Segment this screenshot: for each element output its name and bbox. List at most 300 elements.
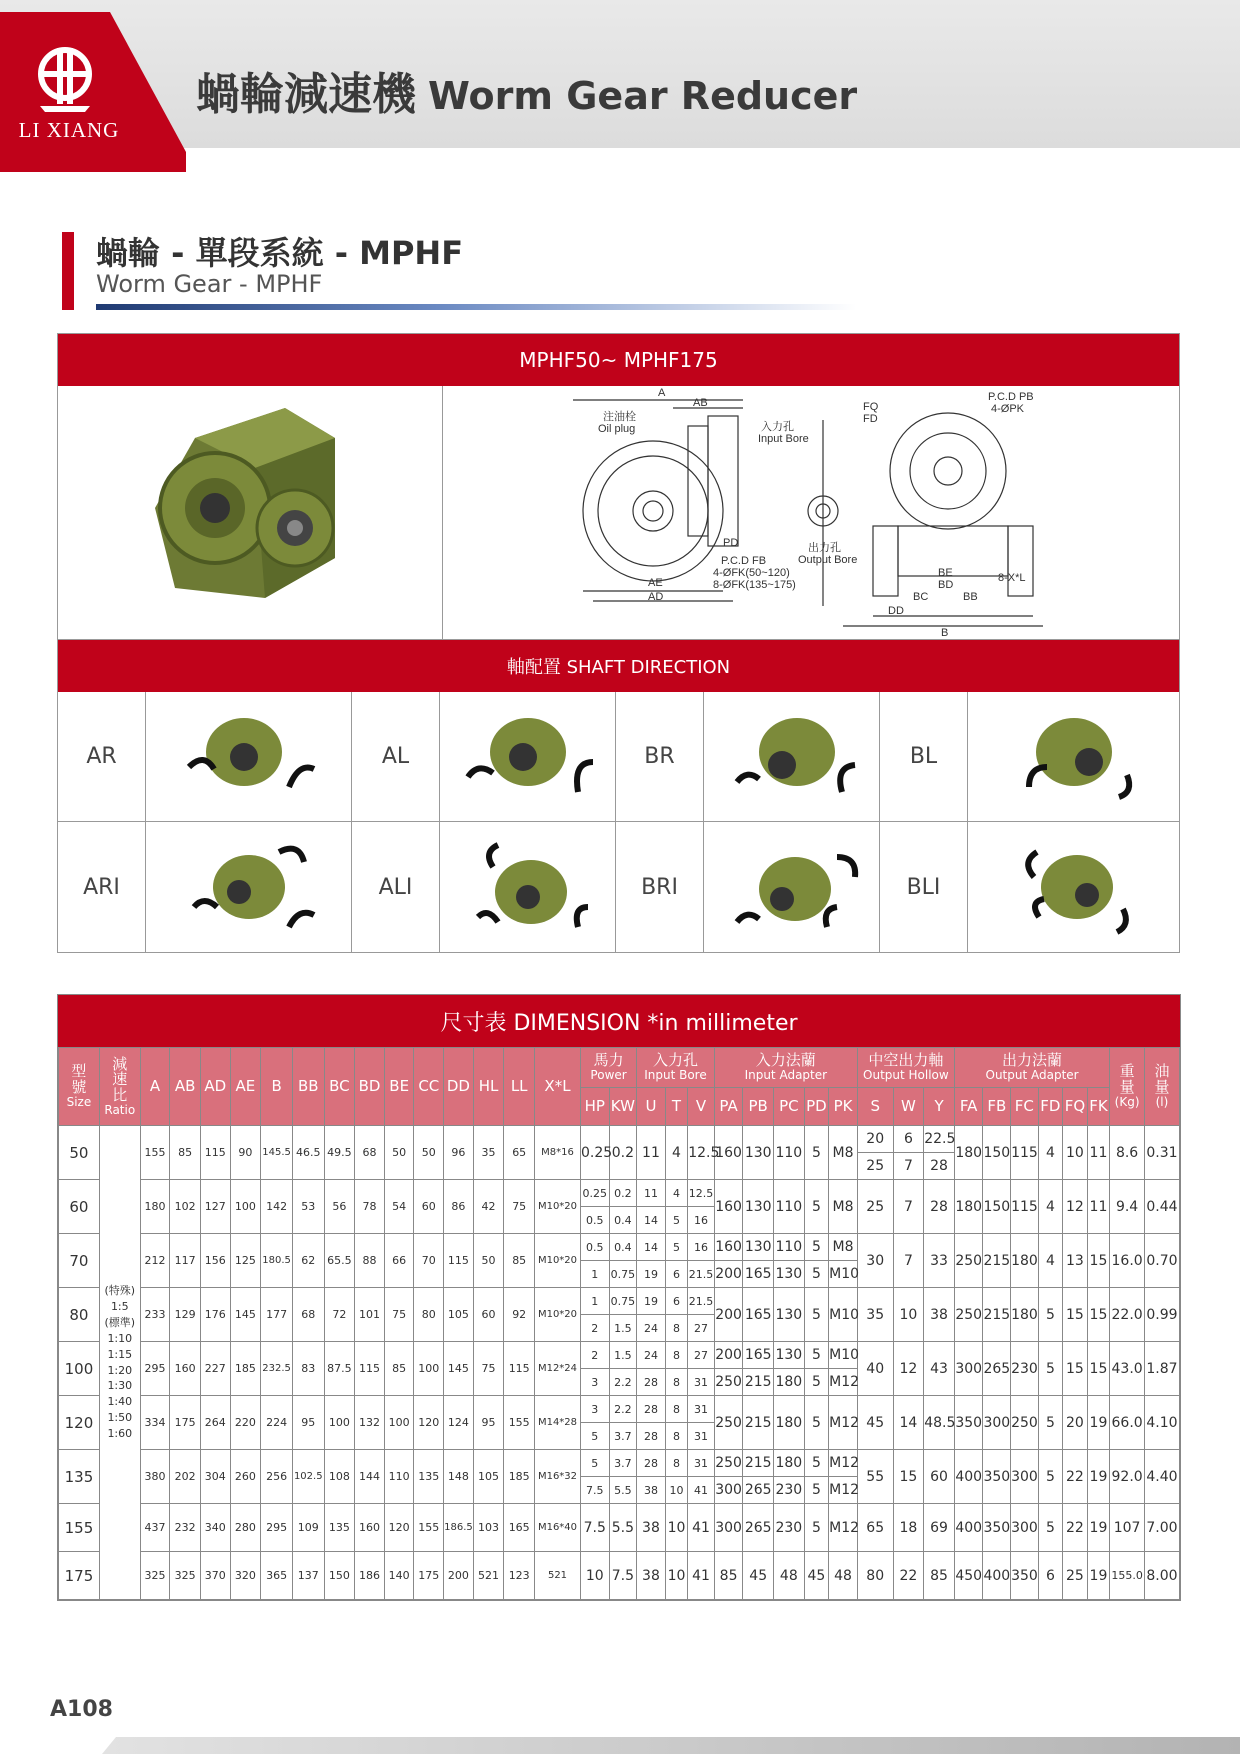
cell-output-adapter: 115 xyxy=(1011,1180,1039,1234)
cell-dim: 144 xyxy=(355,1450,385,1504)
cell-output-adapter: 180 xyxy=(1011,1288,1039,1342)
cell-dim: M12*24 xyxy=(535,1342,581,1396)
cell-output-hollow: 18 xyxy=(893,1504,924,1552)
header-weight xyxy=(1110,1048,1145,1126)
cell-output-adapter: 300 xyxy=(1011,1504,1039,1552)
cell-input-adapter: M10 xyxy=(829,1261,858,1288)
cell-oil: 4.10 xyxy=(1144,1396,1179,1450)
cell-output-adapter: 4 xyxy=(1038,1126,1063,1180)
cell-output-hollow: 33 xyxy=(924,1234,955,1288)
header-input-adapter-zh: 入力法蘭 xyxy=(755,1051,816,1070)
cell-output-hollow: 28 xyxy=(924,1153,955,1180)
cell-input-adapter: 265 xyxy=(743,1477,774,1504)
cell-dim: 280 xyxy=(230,1504,261,1552)
cell-dim: 140 xyxy=(384,1552,414,1600)
cell-dim: 42 xyxy=(473,1180,504,1234)
shaft-code: ARI xyxy=(83,874,120,900)
cell-input-bore: 16 xyxy=(688,1207,715,1234)
cell-input-bore: 19 xyxy=(637,1261,666,1288)
shaft-image-cell xyxy=(440,822,616,952)
header-output-adapter-col: FA xyxy=(954,1088,983,1126)
cell-input-bore: 8 xyxy=(665,1315,687,1342)
dim-label-bd: BD xyxy=(938,579,954,591)
shaft-label-cell xyxy=(58,692,146,822)
shaft-br-image xyxy=(717,707,867,807)
cell-input-bore: 21.5 xyxy=(688,1288,715,1315)
header-col: HL xyxy=(473,1048,504,1126)
cell-output-adapter: 13 xyxy=(1063,1234,1088,1288)
header-col: LL xyxy=(504,1048,535,1126)
ratio-text: 1:40 xyxy=(107,1395,133,1409)
cell-power: 5.5 xyxy=(609,1504,637,1552)
cell-power: 7.5 xyxy=(580,1477,609,1504)
cell-output-hollow: 69 xyxy=(924,1504,955,1552)
table-row xyxy=(59,1126,1180,1153)
xl-label: 8-X*L xyxy=(998,572,1026,584)
section-subtitle: Worm Gear - MPHF xyxy=(96,270,323,298)
shaft-code: AR xyxy=(86,744,117,769)
cell-size: 175 xyxy=(59,1552,100,1600)
technical-drawing-cell xyxy=(443,386,1179,639)
cell-input-bore: 38 xyxy=(637,1477,666,1504)
cell-size: 60 xyxy=(59,1180,100,1234)
input-bore-en: Input Bore xyxy=(758,433,809,445)
cell-weight: 43.0 xyxy=(1110,1342,1145,1396)
cell-dim: 96 xyxy=(444,1126,474,1180)
ratio-text: (特殊) xyxy=(104,1283,136,1297)
cell-dim: 127 xyxy=(200,1180,230,1234)
cell-output-hollow: 7 xyxy=(893,1234,924,1288)
cell-power: 2.2 xyxy=(609,1396,637,1423)
cell-dim: 85 xyxy=(504,1234,535,1288)
cell-size: 155 xyxy=(59,1504,100,1552)
cell-dim: M10*20 xyxy=(535,1180,581,1234)
cell-dim: 150 xyxy=(324,1552,355,1600)
gear-reducer-image xyxy=(135,398,365,628)
cell-input-bore: 8 xyxy=(665,1342,687,1369)
dimension-table xyxy=(58,1047,1180,1600)
cell-dim: 35 xyxy=(473,1126,504,1180)
cell-size: 135 xyxy=(59,1450,100,1504)
cell-output-adapter: 250 xyxy=(954,1288,983,1342)
cell-output-adapter: 350 xyxy=(983,1504,1011,1552)
cell-input-adapter: 230 xyxy=(774,1504,805,1552)
header-output-adapter-col: FD xyxy=(1038,1088,1063,1126)
header-col: BE xyxy=(384,1048,414,1126)
header-weight-text: 重 xyxy=(1119,1062,1135,1081)
shaft-bli-image xyxy=(999,837,1149,937)
ratio-text: 1:10 xyxy=(107,1331,133,1345)
cell-dim: M14*28 xyxy=(535,1396,581,1450)
shaft-code: BR xyxy=(644,744,675,769)
output-bore-zh: 出力孔 xyxy=(808,542,841,554)
cell-power: 7.5 xyxy=(609,1552,637,1600)
cell-dim: 75 xyxy=(504,1180,535,1234)
cell-output-adapter: 22 xyxy=(1063,1504,1088,1552)
shaft-code: BL xyxy=(909,744,938,769)
cell-input-bore: 8 xyxy=(665,1423,687,1450)
cell-dim: 92 xyxy=(504,1288,535,1342)
fk-large: 8-ØFK(135~175) xyxy=(713,579,796,591)
shaft-code: BRI xyxy=(641,874,678,900)
cell-power: 2 xyxy=(580,1315,609,1342)
cell-output-adapter: 15 xyxy=(1063,1342,1088,1396)
cell-dim: M16*40 xyxy=(535,1504,581,1552)
cell-dim: 46.5 xyxy=(292,1126,324,1180)
ratio-text: 1:5 xyxy=(110,1299,129,1313)
header-ratio-text: 減 xyxy=(112,1054,128,1073)
cell-input-bore: 28 xyxy=(637,1396,666,1423)
cell-input-bore: 16 xyxy=(688,1234,715,1261)
cell-output-adapter: 400 xyxy=(954,1504,983,1552)
cell-output-adapter: 150 xyxy=(983,1180,1011,1234)
header-col: BB xyxy=(292,1048,324,1126)
shaft-image-cell xyxy=(146,692,352,822)
cell-dim: 137 xyxy=(292,1552,324,1600)
cell-input-bore: 31 xyxy=(688,1423,715,1450)
cell-input-adapter: 110 xyxy=(774,1126,805,1180)
cell-power: 3.7 xyxy=(609,1423,637,1450)
cell-output-adapter: 300 xyxy=(983,1396,1011,1450)
cell-power: 1.5 xyxy=(609,1315,637,1342)
cell-input-adapter: 5 xyxy=(804,1369,829,1396)
cell-dim: 83 xyxy=(292,1342,324,1396)
table-row xyxy=(59,1288,1180,1315)
header-output-hollow-col: S xyxy=(857,1088,893,1126)
header-ratio-text: 比 xyxy=(112,1086,128,1105)
cell-output-adapter: 215 xyxy=(983,1288,1011,1342)
cell-dim: 65.5 xyxy=(324,1234,355,1288)
shaft-label-cell xyxy=(58,822,146,952)
header-power-en: Power xyxy=(590,1068,627,1083)
cell-output-hollow: 85 xyxy=(924,1552,955,1600)
cell-output-adapter: 15 xyxy=(1087,1342,1110,1396)
cell-input-bore: 8 xyxy=(665,1396,687,1423)
cell-output-adapter: 250 xyxy=(1011,1396,1039,1450)
cell-input-adapter: 165 xyxy=(743,1288,774,1342)
cell-output-adapter: 400 xyxy=(954,1450,983,1504)
header-size xyxy=(59,1048,100,1126)
cell-input-adapter: 165 xyxy=(743,1342,774,1369)
cell-dim: 120 xyxy=(384,1504,414,1552)
cell-oil: 0.70 xyxy=(1144,1234,1179,1288)
ratio-text: 1:20 xyxy=(107,1363,133,1377)
cell-power: 0.2 xyxy=(609,1126,637,1180)
cell-input-bore: 5 xyxy=(665,1234,687,1261)
cell-dim: 108 xyxy=(324,1450,355,1504)
cell-input-bore: 38 xyxy=(637,1552,666,1600)
header-input-adapter-en: Input Adapter xyxy=(744,1068,828,1083)
cell-output-adapter: 450 xyxy=(954,1552,983,1600)
cell-output-hollow: 55 xyxy=(857,1450,893,1504)
section-underline xyxy=(96,304,856,310)
cell-ratio xyxy=(99,1126,140,1600)
cell-dim: 90 xyxy=(230,1126,261,1180)
dim-label-ab: AB xyxy=(693,397,708,409)
cell-dim: 180 xyxy=(140,1180,170,1234)
cell-output-adapter: 265 xyxy=(983,1342,1011,1396)
page-number: A108 xyxy=(50,1697,113,1722)
shaft-al-image xyxy=(453,707,603,807)
cell-oil: 7.00 xyxy=(1144,1504,1179,1552)
cell-input-bore: 27 xyxy=(688,1342,715,1369)
title-zh: 蝸輪減速機 xyxy=(196,69,416,120)
dim-label-be: BE xyxy=(938,567,953,579)
cell-dim: 88 xyxy=(355,1234,385,1288)
cell-dim: 233 xyxy=(140,1288,170,1342)
cell-power: 3.7 xyxy=(609,1450,637,1477)
cell-input-adapter: M10 xyxy=(829,1288,858,1342)
cell-dim: 175 xyxy=(170,1396,201,1450)
cell-input-adapter: 250 xyxy=(714,1369,743,1396)
cell-dim: 295 xyxy=(261,1504,293,1552)
cell-dim: 105 xyxy=(444,1288,474,1342)
cell-dim: 65 xyxy=(504,1126,535,1180)
cell-input-adapter: 200 xyxy=(714,1261,743,1288)
cell-size: 80 xyxy=(59,1288,100,1342)
cell-output-adapter: 400 xyxy=(983,1552,1011,1600)
cell-input-bore: 31 xyxy=(688,1396,715,1423)
section-accent-bar xyxy=(62,232,74,310)
cell-dim: 109 xyxy=(292,1504,324,1552)
cell-dim: 155 xyxy=(414,1504,444,1552)
header-col: A xyxy=(140,1048,170,1126)
header-oil-text: 量 xyxy=(1154,1078,1170,1097)
cell-dim: 521 xyxy=(473,1552,504,1600)
cell-dim: 117 xyxy=(170,1234,201,1288)
cell-input-adapter: 215 xyxy=(743,1396,774,1450)
cell-dim: M10*20 xyxy=(535,1234,581,1288)
cell-output-hollow: 22.5 xyxy=(924,1126,955,1153)
title-en: Worm Gear Reducer xyxy=(428,74,858,118)
header-output-hollow-en: Output Hollow xyxy=(863,1068,949,1083)
cell-weight: 9.4 xyxy=(1110,1180,1145,1234)
technical-drawing xyxy=(443,386,1179,640)
cell-output-adapter: 250 xyxy=(954,1234,983,1288)
cell-dim: 142 xyxy=(261,1180,293,1234)
cell-size: 100 xyxy=(59,1342,100,1396)
cell-input-bore: 41 xyxy=(688,1552,715,1600)
cell-output-adapter: 350 xyxy=(954,1396,983,1450)
cell-dim: 180.5 xyxy=(261,1234,293,1288)
ratio-text: 1:30 xyxy=(107,1379,133,1393)
header-input-adapter-col: PK xyxy=(829,1088,858,1126)
cell-power: 0.75 xyxy=(609,1261,637,1288)
cell-input-adapter: 5 xyxy=(804,1126,829,1180)
cell-dim: 202 xyxy=(170,1450,201,1504)
header-ratio-text: Ratio xyxy=(104,1102,136,1117)
cell-input-bore: 24 xyxy=(637,1315,666,1342)
table-row xyxy=(59,1396,1180,1423)
cell-input-bore: 21.5 xyxy=(688,1261,715,1288)
cell-dim: 160 xyxy=(170,1342,201,1396)
cell-input-adapter: 250 xyxy=(714,1450,743,1477)
cell-output-adapter: 150 xyxy=(983,1126,1011,1180)
header-input-adapter-col: PB xyxy=(743,1088,774,1126)
cell-input-adapter: 200 xyxy=(714,1342,743,1369)
header-col: BD xyxy=(355,1048,385,1126)
cell-input-bore: 31 xyxy=(688,1450,715,1477)
header-col: BC xyxy=(324,1048,355,1126)
cell-dim: 101 xyxy=(355,1288,385,1342)
header-col: AB xyxy=(170,1048,201,1126)
dim-label-fq: FQ xyxy=(863,401,879,413)
shaft-code: BLI xyxy=(906,874,941,900)
header-oil xyxy=(1144,1048,1179,1126)
cell-output-hollow: 14 xyxy=(893,1396,924,1450)
cell-weight: 22.0 xyxy=(1110,1288,1145,1342)
cell-dim: 100 xyxy=(384,1396,414,1450)
shaft-direction-grid xyxy=(58,692,1179,952)
cell-input-adapter: M12 xyxy=(829,1450,858,1477)
table-row xyxy=(59,1450,1180,1477)
dim-label-a: A xyxy=(658,387,666,399)
cell-weight: 16.0 xyxy=(1110,1234,1145,1288)
cell-input-bore: 4 xyxy=(665,1126,687,1180)
cell-input-bore: 10 xyxy=(665,1477,687,1504)
cell-input-adapter: 165 xyxy=(743,1261,774,1288)
cell-power: 3 xyxy=(580,1369,609,1396)
cell-oil: 4.40 xyxy=(1144,1450,1179,1504)
cell-dim: 264 xyxy=(200,1396,230,1450)
fk-small: 4-ØFK(50~120) xyxy=(713,567,790,579)
dim-label-b: B xyxy=(941,627,949,639)
cell-input-adapter: 5 xyxy=(804,1504,829,1552)
cell-dim: 50 xyxy=(473,1234,504,1288)
header-power-col: KW xyxy=(609,1088,637,1126)
cell-dim: 120 xyxy=(414,1396,444,1450)
cell-dim: 325 xyxy=(140,1552,170,1600)
product-panel xyxy=(57,333,1180,953)
cell-dim: 320 xyxy=(230,1552,261,1600)
cell-input-adapter: M8 xyxy=(829,1126,858,1180)
cell-weight: 8.6 xyxy=(1110,1126,1145,1180)
cell-dim: 148 xyxy=(444,1450,474,1504)
cell-dim: 145.5 xyxy=(261,1126,293,1180)
cell-input-bore: 41 xyxy=(688,1477,715,1504)
cell-dim: 68 xyxy=(292,1288,324,1342)
cell-dim: 160 xyxy=(355,1504,385,1552)
cell-dim: 100 xyxy=(414,1342,444,1396)
cell-dim: 145 xyxy=(230,1288,261,1342)
cell-power: 3 xyxy=(580,1396,609,1423)
cell-output-adapter: 230 xyxy=(1011,1342,1039,1396)
cell-output-adapter: 350 xyxy=(1011,1552,1039,1600)
table-row xyxy=(59,1234,1180,1261)
lixiang-logo xyxy=(30,44,100,114)
cell-dim: 176 xyxy=(200,1288,230,1342)
cell-dim: 78 xyxy=(355,1180,385,1234)
cell-dim: 135 xyxy=(324,1504,355,1552)
cell-dim: 370 xyxy=(200,1552,230,1600)
shaft-direction-header: 軸配置 SHAFT DIRECTION xyxy=(58,640,1179,692)
cell-dim: 125 xyxy=(230,1234,261,1288)
header-output-adapter xyxy=(954,1048,1109,1088)
header-size-text: 型 xyxy=(71,1062,87,1081)
cell-input-adapter: M10 xyxy=(829,1342,858,1369)
cell-output-adapter: 350 xyxy=(983,1450,1011,1504)
shaft-label-cell xyxy=(616,822,704,952)
cell-input-adapter: 180 xyxy=(774,1396,805,1450)
cell-input-bore: 38 xyxy=(637,1504,666,1552)
cell-output-hollow: 12 xyxy=(893,1342,924,1396)
header-ratio-text: 速 xyxy=(112,1070,128,1089)
cell-output-adapter: 5 xyxy=(1038,1288,1063,1342)
header-col: AE xyxy=(230,1048,261,1126)
dim-label-dd: DD xyxy=(888,605,904,617)
cell-input-adapter: 5 xyxy=(804,1450,829,1477)
cell-dim: 365 xyxy=(261,1552,293,1600)
cell-input-adapter: 45 xyxy=(804,1552,829,1600)
ratio-text: (標準) xyxy=(104,1315,136,1329)
cell-input-adapter: M8 xyxy=(829,1180,858,1234)
cell-weight: 107 xyxy=(1110,1504,1145,1552)
cell-dim: 304 xyxy=(200,1450,230,1504)
shaft-label-cell xyxy=(880,822,968,952)
cell-oil: 0.99 xyxy=(1144,1288,1179,1342)
cell-dim: 102.5 xyxy=(292,1450,324,1504)
cell-dim: 155 xyxy=(140,1126,170,1180)
cell-dim: 212 xyxy=(140,1234,170,1288)
cell-output-hollow: 38 xyxy=(924,1288,955,1342)
cell-dim: 86 xyxy=(444,1180,474,1234)
shaft-ari-image xyxy=(169,837,329,937)
cell-input-adapter: M12 xyxy=(829,1369,858,1396)
cell-input-bore: 11 xyxy=(637,1180,666,1207)
header-power-zh: 馬力 xyxy=(593,1051,624,1070)
cell-dim: 340 xyxy=(200,1504,230,1552)
cell-input-adapter: 5 xyxy=(804,1477,829,1504)
cell-power: 5 xyxy=(580,1423,609,1450)
cell-input-adapter: 160 xyxy=(714,1126,743,1180)
ratio-text: 1:60 xyxy=(107,1427,133,1441)
cell-input-bore: 6 xyxy=(665,1288,687,1315)
cell-output-hollow: 30 xyxy=(857,1234,893,1288)
cell-dim: 220 xyxy=(230,1396,261,1450)
cell-dim: 232 xyxy=(170,1504,201,1552)
input-bore-zh: 入力孔 xyxy=(761,421,794,433)
header-output-hollow-col: Y xyxy=(924,1088,955,1126)
cell-power: 1 xyxy=(580,1288,609,1315)
cell-output-hollow: 35 xyxy=(857,1288,893,1342)
brand-name: LI XIANG xyxy=(18,118,120,142)
dim-label-bc: BC xyxy=(913,591,929,603)
cell-output-hollow: 25 xyxy=(857,1180,893,1234)
cell-input-adapter: 85 xyxy=(714,1552,743,1600)
cell-dim: 175 xyxy=(414,1552,444,1600)
header-output-adapter-col: FQ xyxy=(1063,1088,1088,1126)
header-col: CC xyxy=(414,1048,444,1126)
header-ratio xyxy=(99,1048,140,1126)
cell-input-adapter: 130 xyxy=(743,1126,774,1180)
cell-output-adapter: 4 xyxy=(1038,1234,1063,1288)
cell-output-adapter: 300 xyxy=(1011,1450,1039,1504)
shaft-ali-image xyxy=(453,837,603,937)
ratio-text: 1:50 xyxy=(107,1411,133,1425)
cell-input-bore: 14 xyxy=(637,1234,666,1261)
cell-input-adapter: M12 xyxy=(829,1477,858,1504)
shaft-bl-image xyxy=(999,707,1149,807)
cell-dim: 103 xyxy=(473,1504,504,1552)
cell-output-hollow: 40 xyxy=(857,1342,893,1396)
cell-input-adapter: 45 xyxy=(743,1552,774,1600)
header-input-bore-en: Input Bore xyxy=(644,1068,707,1083)
dimension-header: 尺寸表 DIMENSION *in millimeter xyxy=(58,995,1180,1047)
cell-dim: 62 xyxy=(292,1234,324,1288)
shaft-label-cell xyxy=(616,692,704,822)
cell-size: 120 xyxy=(59,1396,100,1450)
panel-header: MPHF50~ MPHF175 xyxy=(58,334,1179,386)
